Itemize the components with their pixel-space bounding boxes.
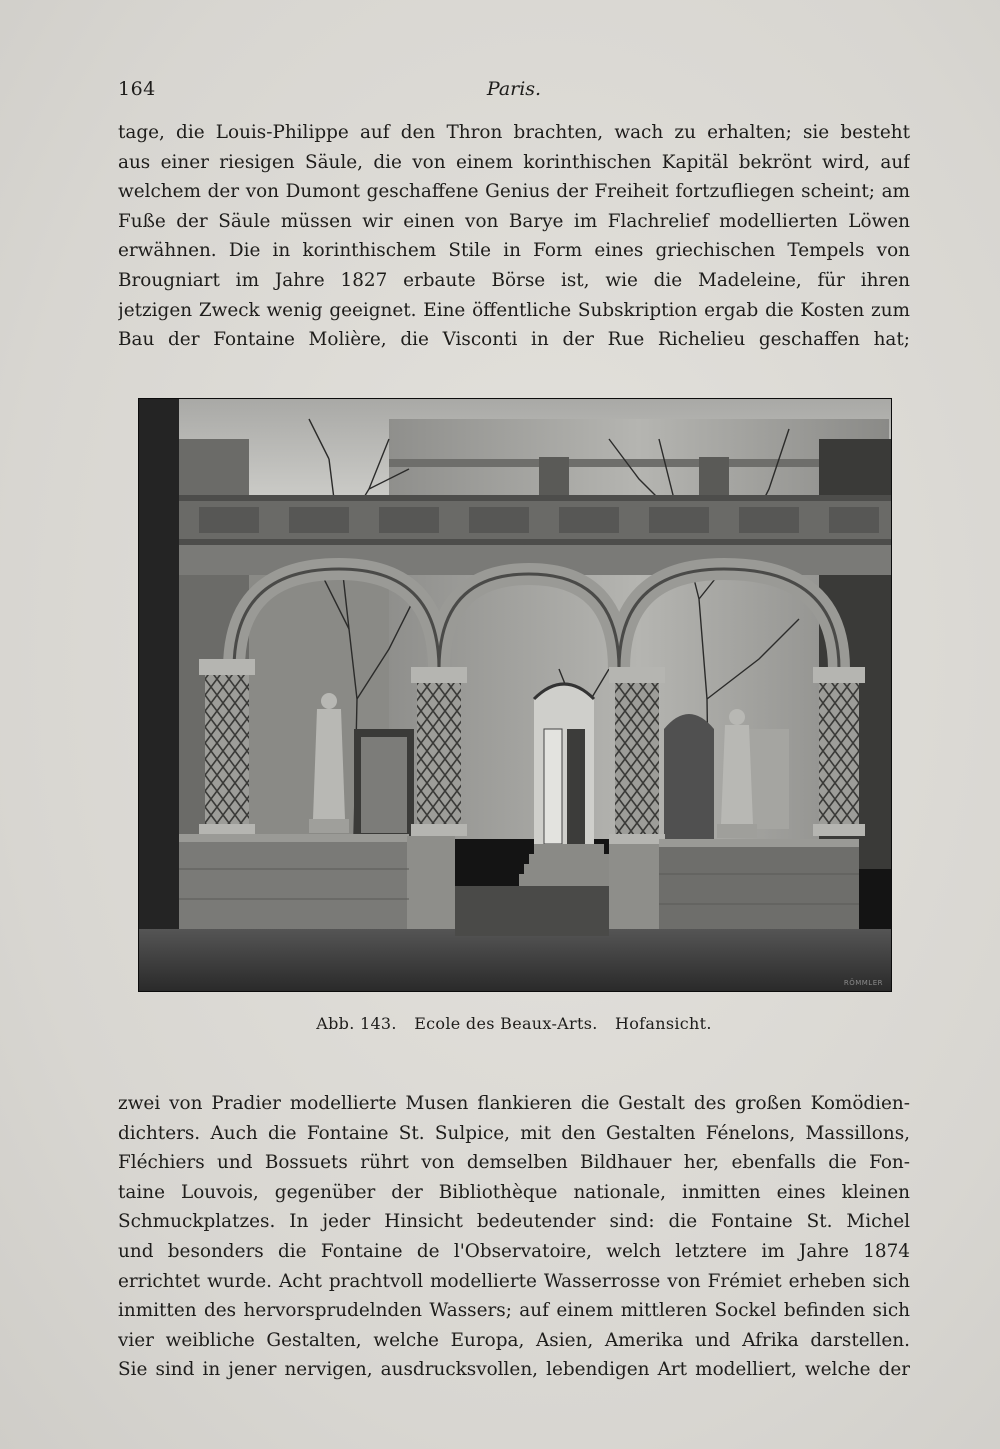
text-line: und besonders die Fontaine de l'Observatoire, welch letztere im Jahre 1874 [118,1240,910,1262]
text-line: jetzigen Zweck wenig geeignet. Eine öffentliche Subskription ergab die Kosten zum [118,299,910,321]
text-line: welchem der von Dumont geschaffene Genius der Freiheit fortzufliegen scheint; am [118,181,910,203]
text-line: errichtet wurde. Acht prachtvoll modellierte Wasserrosse von Frémiet erheben sich [118,1270,910,1292]
body-text-bottom [118,1089,910,1385]
caption-number: Abb. 143. [316,1014,397,1033]
text-line: vier weibliche Gestalten, welche Europa, Asien, Amerika und Afrika darstellen. [118,1329,910,1351]
page-header [118,78,910,108]
text-line: Sie sind in jener nervigen, ausdrucksvollen, lebendigen Art modelliert, welche der [118,1359,910,1381]
page-number: 164 [118,78,156,100]
caption-subtitle: Hofansicht. [614,1014,712,1033]
text-line: tage, die Louis-Philippe auf den Thron brachten, wach zu erhalten; sie besteht [118,122,910,143]
steps [519,844,619,886]
courtyard-photograph [138,398,892,992]
text-line: Fléchiers und Bossuets rührt von demselben Bildhauer her, ebenfalls die Fon- [118,1152,910,1174]
text-line: inmitten des hervorsprudelnden Wassers; auf einem mittleren Sockel befinden sich [118,1300,910,1322]
running-title: Paris. [486,78,542,100]
text-line: erwähnen. Die in korinthischem Stile in Form eines griechischen Tempels von [118,240,910,262]
text-line: dichters. Auch die Fontaine St. Sulpice, mit den Gestalten Fénelons, Massillons, [118,1122,910,1144]
caption-title: Ecole des Beaux-Arts. [414,1014,598,1033]
text-line: aus einer riesigen Säule, die von einem korinthischen Kapitäl bekrönt wird, auf [118,151,910,173]
text-line: Bau der Fontaine Molière, die Visconti in der Rue Richelieu geschaffen hat; [118,329,910,351]
engraver-mark: RÖMMLER [843,979,883,987]
figure-caption [118,1014,910,1033]
courtyard-illustration [139,399,891,991]
text-line: zwei von Pradier modellierte Musen flankieren die Gestalt des großen Komödien- [118,1093,910,1114]
text-line: Fuße der Säule müssen wir einen von Barye im Flachrelief modellierten Löwen [118,210,910,232]
text-line: Brougniart im Jahre 1827 erbaute Börse ist, wie die Madeleine, für ihren [118,269,910,291]
text-line: Schmuckplatzes. In jeder Hinsicht bedeutender sind: die Fontaine St. Michel [118,1211,910,1233]
body-text-top [118,118,910,355]
text-line: taine Louvois, gegenüber der Bibliothèque nationale, inmitten eines kleinen [118,1181,910,1203]
